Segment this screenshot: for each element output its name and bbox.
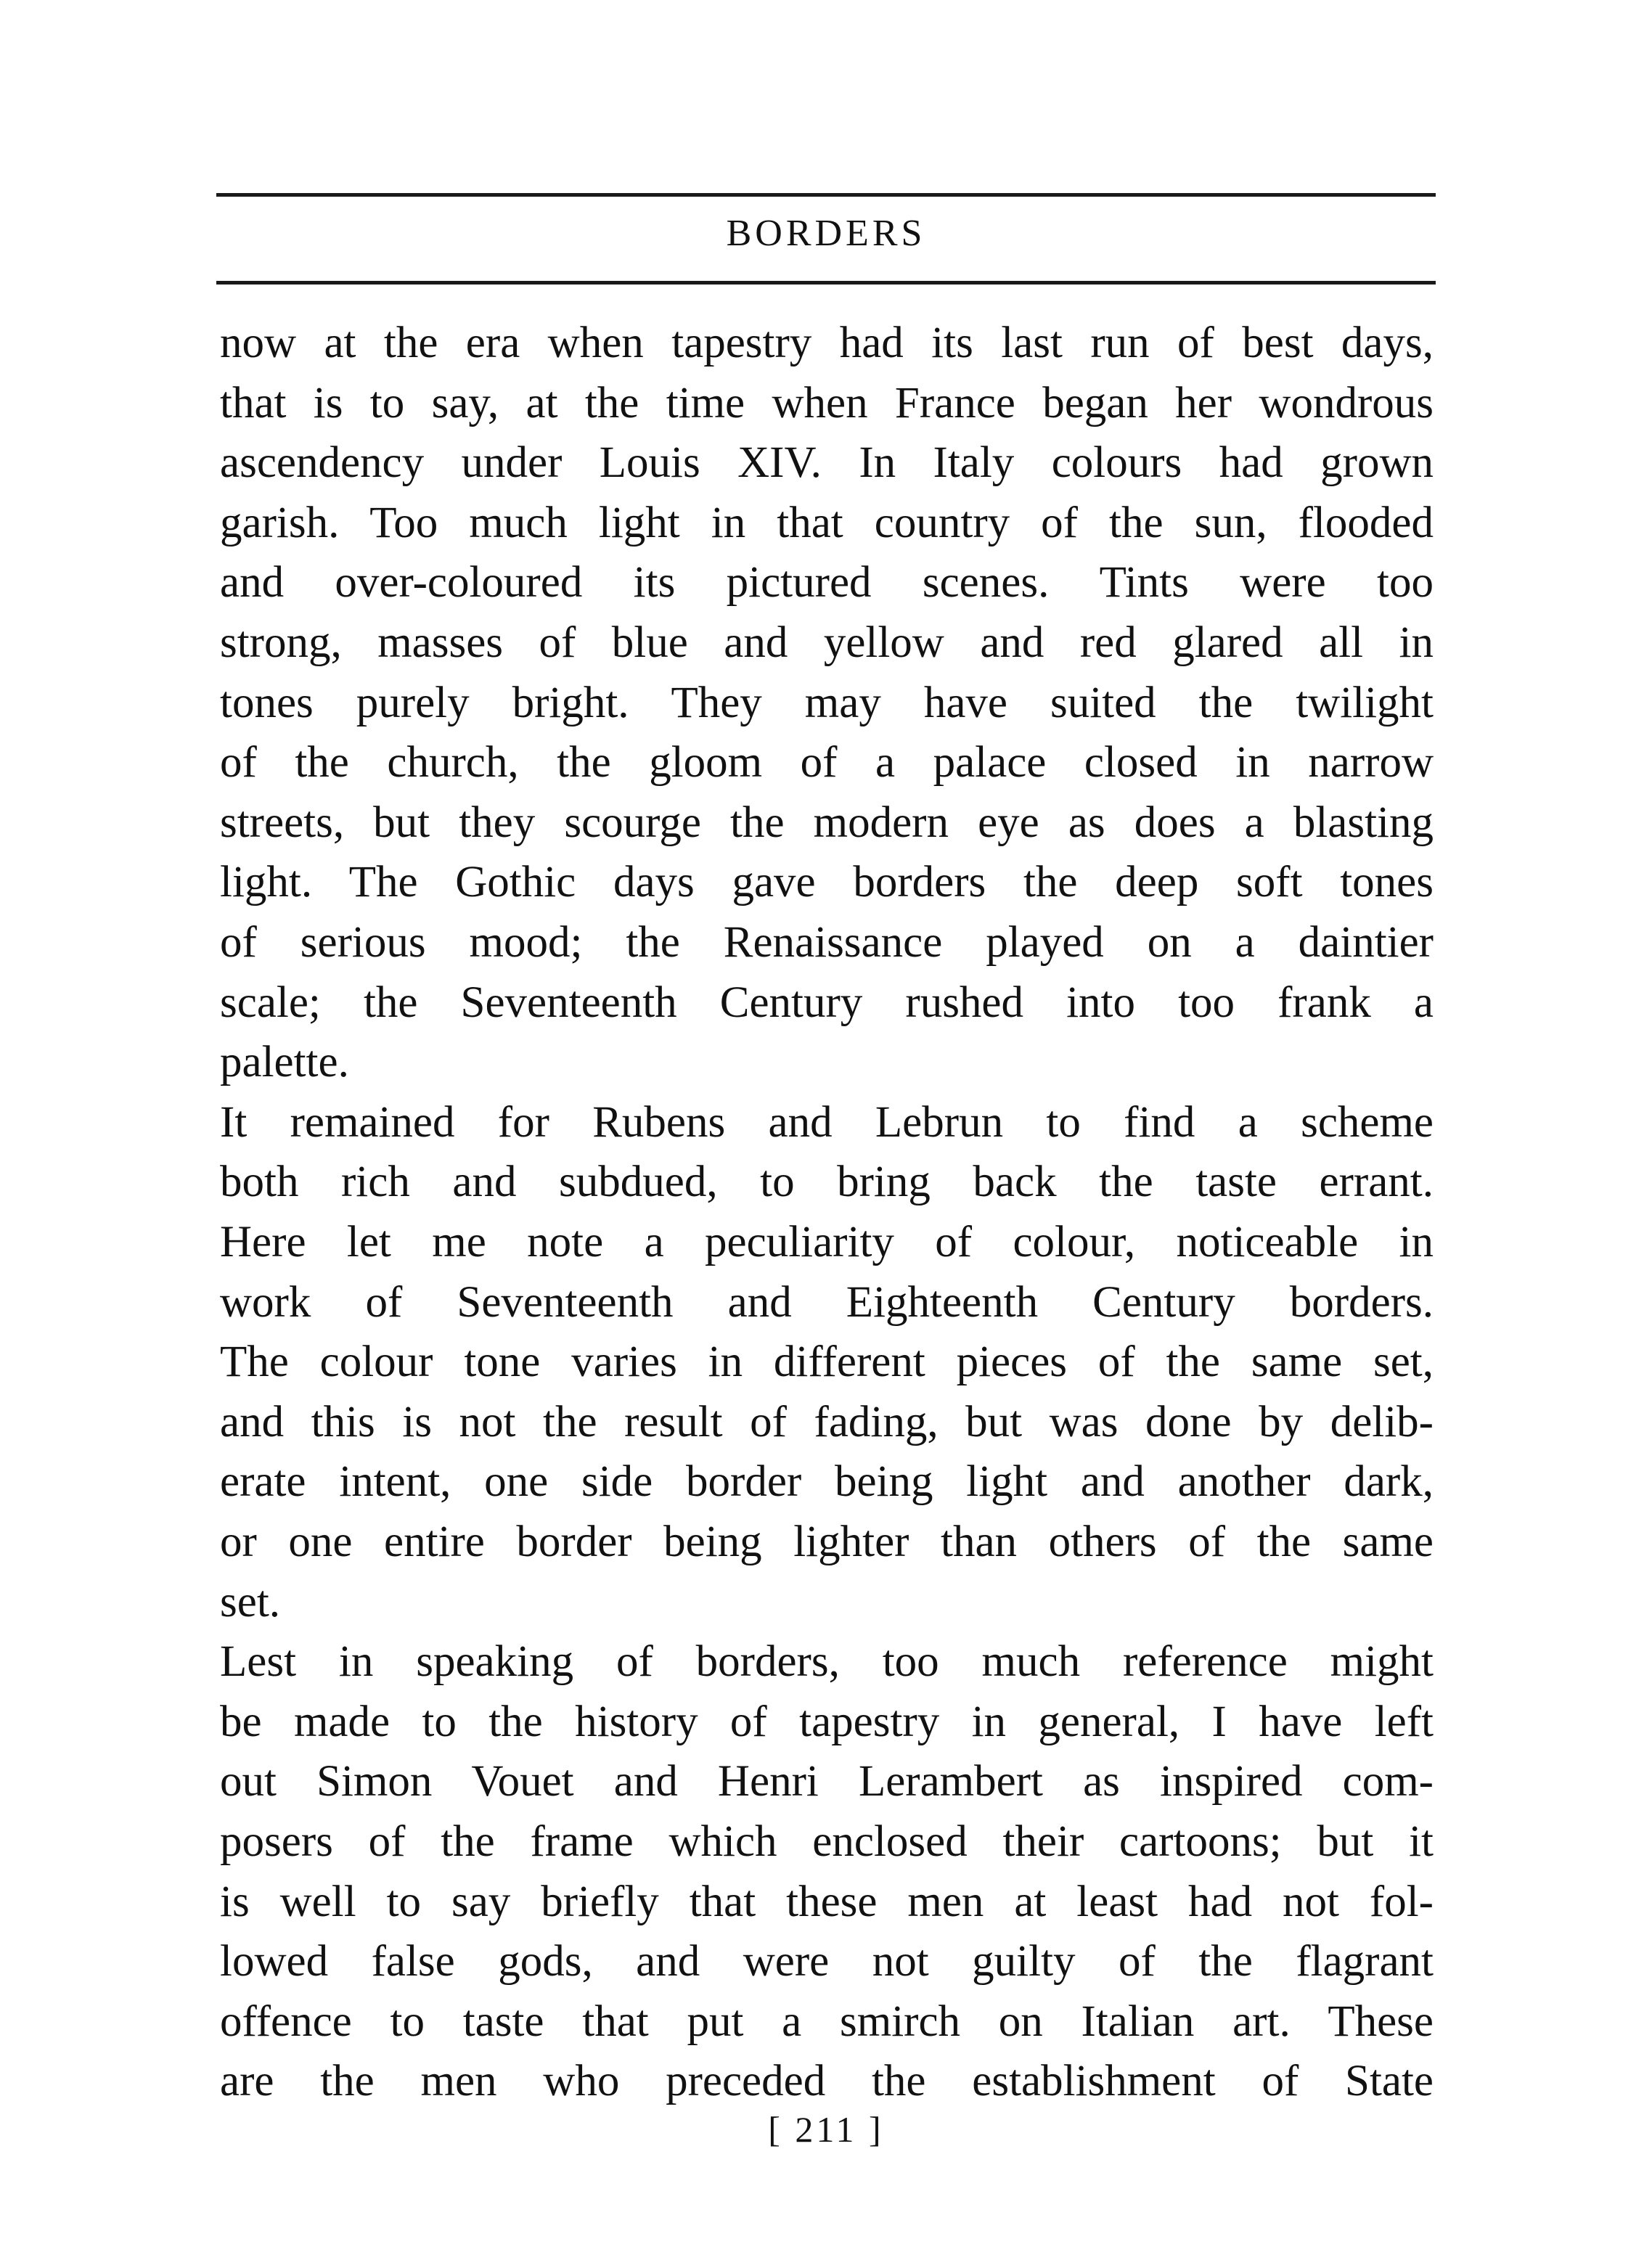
text-line: strong, masses of blue and yellow and red glared all in xyxy=(220,618,1434,667)
text-line: of the church, the gloom of a palace closed in narrow xyxy=(220,738,1434,787)
text-line: are the men who preceded the establishment of State xyxy=(220,2057,1434,2106)
text-line: ascendency under Louis XIV. In Italy colours had grown xyxy=(220,438,1434,488)
text-line: The colour tone varies in different pieces of the same set, xyxy=(220,1338,1434,1387)
text-line: work of Seventeenth and Eighteenth Century borders. xyxy=(220,1277,1434,1327)
text-line: scale; the Seventeenth Century rushed into too frank a xyxy=(220,978,1434,1027)
text-line: erate intent, one side border being light and another dark, xyxy=(220,1457,1434,1507)
text-line: is well to say briefly that these men at least had not fol- xyxy=(220,1877,1434,1926)
header-bottom-rule xyxy=(216,281,1436,284)
text-line: tones purely bright. They may have suited the twilight xyxy=(220,678,1434,727)
page-number: [ 211 ] xyxy=(768,2109,884,2150)
running-head: BORDERS xyxy=(726,213,926,254)
text-line: palette. xyxy=(220,1038,349,1087)
text-line: both rich and subdued, to bring back the taste errant. xyxy=(220,1158,1434,1207)
text-line: Lest in speaking of borders, too much reference might xyxy=(220,1637,1434,1687)
text-line: It remained for Rubens and Lebrun to find a scheme xyxy=(220,1097,1434,1147)
text-line: Here let me note a peculiarity of colour, noticeable in xyxy=(220,1218,1434,1266)
text-line: posers of the frame which enclosed their cartoons; but it xyxy=(220,1817,1434,1866)
text-line: lowed false gods, and were not guilty of the flagrant xyxy=(220,1937,1434,1986)
text-line: that is to say, at the time when France began her wondrous xyxy=(220,378,1434,427)
text-line: offence to taste that put a smirch on Italian art. These xyxy=(220,1997,1434,2046)
text-line: now at the era when tapestry had its last run of best days, xyxy=(220,319,1434,367)
text-line: or one entire border being lighter than others of the same xyxy=(220,1518,1434,1566)
text-line: be made to the history of tapestry in general, I have left xyxy=(220,1697,1434,1746)
text-line: and over-coloured its pictured scenes. Tints were too xyxy=(220,558,1434,607)
text-line: out Simon Vouet and Henri Lerambert as inspired com- xyxy=(220,1757,1434,1806)
header-top-rule xyxy=(216,193,1436,197)
text-line: set. xyxy=(220,1577,281,1626)
text-line: light. The Gothic days gave borders the deep soft tones xyxy=(220,858,1434,907)
text-line: garish. Too much light in that country of the sun, flooded xyxy=(220,498,1434,547)
text-line: streets, but they scourge the modern eye as does a blasting xyxy=(220,798,1434,847)
text-line: and this is not the result of fading, but was done by delib- xyxy=(220,1397,1434,1446)
text-line: of serious mood; the Renaissance played on a daintier xyxy=(220,918,1434,967)
